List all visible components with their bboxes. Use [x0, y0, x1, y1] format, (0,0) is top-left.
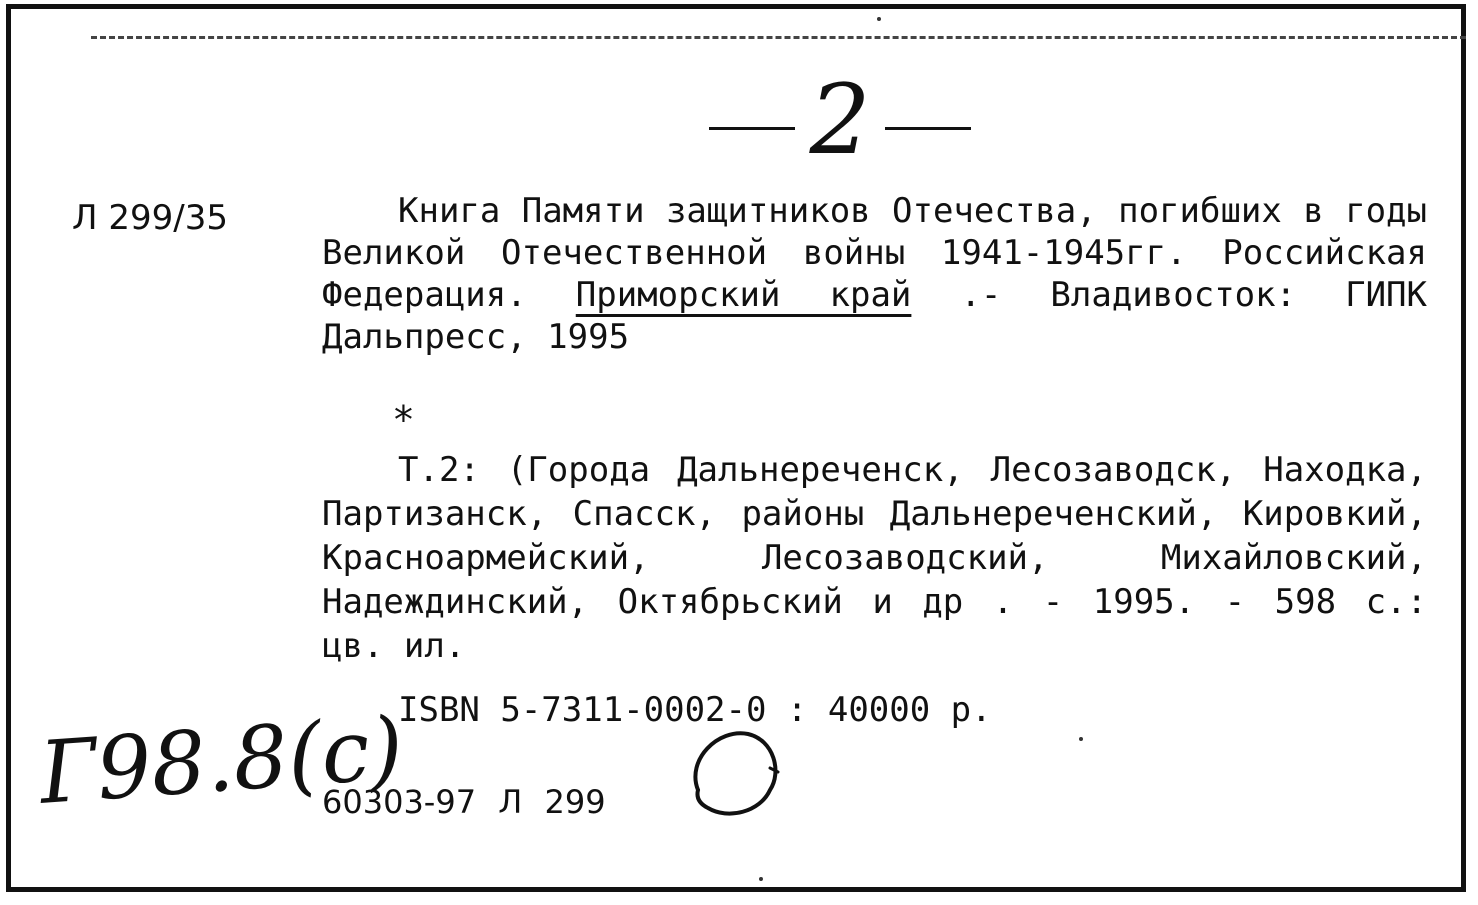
bibliographic-entry	[322, 190, 1427, 358]
shelfmark: Л 299/35	[72, 198, 228, 238]
page-number-value: 2	[809, 64, 871, 176]
asterisk-mark: *	[392, 398, 415, 442]
page-number-right-dash	[885, 127, 971, 130]
page-number	[680, 64, 1000, 180]
circle-stamp-mark	[678, 720, 788, 830]
volume-description: Т.2: (Города Дальнереченск, Лесозаводск, Находка, Партизанск, Спасск, районы Дальнереченский, Кировкий, Красноармейский, Лесозаводский, Михайловский, Надеждинский, Октябрьский и др . - 1995. - 598 с.: цв. ил.	[322, 450, 1427, 666]
entry-title	[322, 190, 1427, 358]
entry-region-underlined: Приморский край	[575, 275, 912, 315]
entry-title-text: Книга Памяти защитников Отечества, погибших в годы Великой Отечественной войны 1941-1945гг. Российская Федерация.	[322, 191, 1427, 315]
isbn-line: ISBN 5-7311-0002-0 : 40000 р.	[398, 690, 992, 730]
speck	[759, 877, 763, 881]
page-number-left-dash	[709, 127, 795, 130]
entry-imprint: .- Владивосток: ГИПК Дальпресс, 1995	[322, 275, 1427, 357]
handwritten-classification: Г98.8(с)	[36, 698, 407, 824]
top-dashed-line	[91, 36, 1466, 39]
speck	[1079, 737, 1083, 741]
accession-number: 60303-97 Л 299	[322, 783, 606, 821]
speck	[877, 17, 881, 21]
